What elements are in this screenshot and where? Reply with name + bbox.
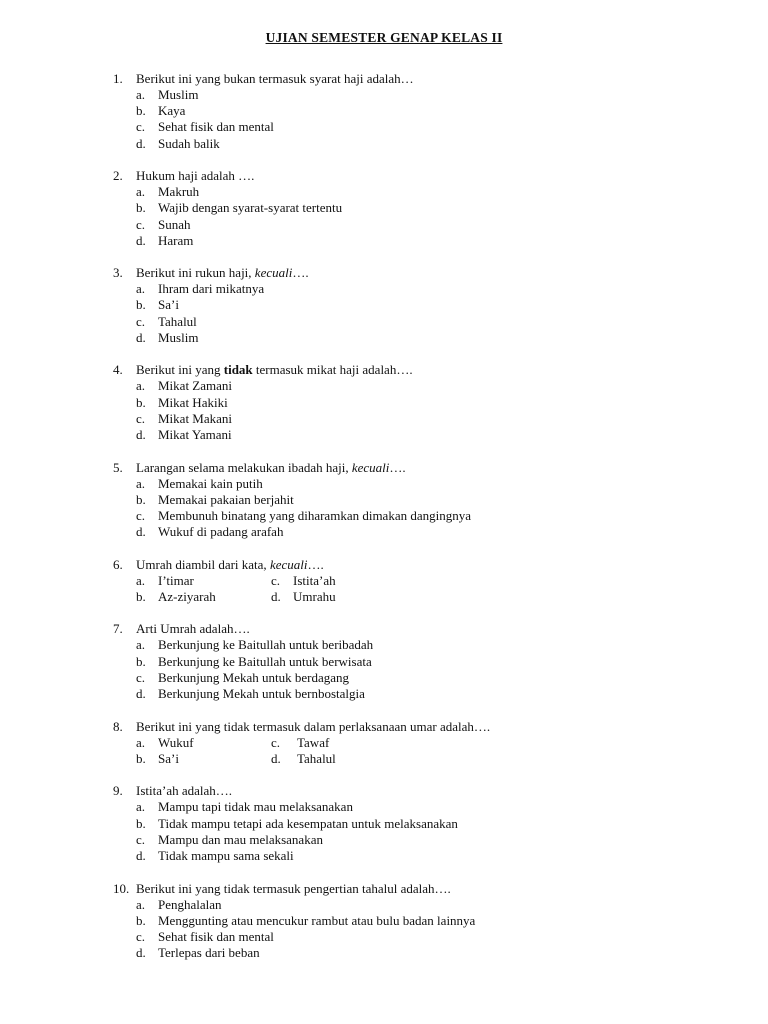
option-a: [136, 378, 733, 394]
option-letter: c.: [136, 831, 146, 847]
option-b: [136, 395, 733, 411]
option-text: Sehat fisik dan mental: [158, 119, 274, 135]
question-text-emphasis: kecuali: [254, 265, 293, 281]
option-text: Muslim: [158, 87, 199, 102]
question-stem: [113, 557, 733, 573]
option-letter: d.: [136, 426, 146, 442]
option-letter: a.: [136, 378, 146, 394]
option-letter: d.: [271, 588, 281, 604]
option-text: Memakai pakaian berjahit: [158, 491, 294, 507]
option-letter: d.: [136, 847, 146, 863]
option-letter: c.: [136, 410, 146, 426]
question-text-main: Arti Umrah adalah….: [136, 621, 250, 637]
question-number: 1.: [113, 71, 123, 86]
option-text: Makruh: [158, 184, 200, 200]
option-letter: c.: [136, 507, 146, 523]
option-d: [136, 136, 733, 152]
option-text: Terlepas dari beban: [158, 945, 260, 961]
option-text: Berkunjung Mekah untuk berdagang: [158, 669, 349, 685]
option-letter: c.: [136, 313, 146, 329]
option-text: Berkunjung ke Baitullah untuk beribadah: [158, 637, 374, 653]
option-text: Tidak mampu sama sekali: [158, 847, 294, 863]
option-text: Tahalul: [158, 313, 197, 329]
option-c: [136, 508, 733, 524]
option-letter: d.: [136, 329, 146, 345]
option-letter: b.: [136, 103, 146, 119]
document-title: UJIAN SEMESTER GENAP KELAS II: [265, 30, 503, 45]
question-number: 2.: [113, 168, 123, 184]
question-number: 9.: [113, 783, 123, 799]
option-letter: d.: [136, 945, 146, 961]
question-3: [113, 265, 733, 346]
options: [136, 637, 733, 702]
option-letter: a.: [136, 799, 146, 815]
question-text-tail: ….: [307, 556, 324, 572]
options: [136, 281, 733, 346]
option-c: [136, 832, 733, 848]
option-b: [136, 492, 733, 508]
options: [136, 87, 733, 152]
question-text: [136, 783, 232, 799]
option-b: [136, 913, 733, 929]
option-letter: c.: [136, 119, 146, 135]
option-a: [136, 897, 733, 913]
option-text: Haram: [158, 232, 194, 248]
option-text: Tawaf: [297, 734, 330, 750]
question-text-tail: termasuk mikat haji adalah….: [252, 362, 413, 378]
question-text-main: Berikut ini yang tidak termasuk dalam perlaksanaan umar adalah….: [136, 718, 491, 734]
option-text: Kaya: [158, 103, 186, 119]
option-letter: a.: [136, 572, 146, 588]
option-d: [136, 524, 733, 540]
option-row: [136, 589, 733, 605]
question-2: [113, 168, 733, 249]
option-text: Mikat Makani: [158, 410, 233, 426]
option-letter: d.: [271, 750, 281, 766]
option-a: [136, 87, 733, 103]
question-text: [136, 460, 406, 476]
option-c: [136, 411, 733, 427]
option-text: Sa’i: [158, 297, 179, 313]
question-5: [113, 460, 733, 541]
option-letter: a.: [136, 734, 146, 750]
option-text: Sa’i: [158, 750, 179, 766]
question-4: [113, 362, 733, 443]
option-text: Sudah balik: [158, 135, 220, 151]
option-d: [136, 945, 733, 961]
question-text: [136, 557, 324, 573]
question-number: 7.: [113, 621, 123, 637]
question-text-emphasis: kecuali: [269, 556, 308, 572]
option-text: Tahalul: [297, 750, 336, 766]
question-stem: [113, 168, 733, 184]
option-letter: b.: [136, 912, 146, 928]
options: [136, 184, 733, 249]
option-a: [136, 184, 733, 200]
option-d: [136, 686, 733, 702]
option-text: Menggunting atau mencukur rambut atau bulu badan lainnya: [158, 912, 476, 928]
option-letter: b.: [136, 297, 146, 313]
option-c: [136, 670, 733, 686]
option-row: [136, 751, 733, 767]
question-stem: [113, 719, 733, 735]
option-letter: b.: [136, 750, 146, 766]
option-row: [136, 573, 733, 589]
option-letter: d.: [136, 135, 146, 151]
option-letter: c.: [271, 734, 281, 750]
option-text: Wukuf: [158, 734, 194, 750]
option-d: [136, 848, 733, 864]
options: [136, 476, 733, 541]
option-text: Wajib dengan syarat-syarat tertentu: [158, 200, 343, 216]
option-letter: a.: [136, 637, 146, 653]
question-text-main: Berikut ini yang: [136, 362, 224, 378]
question-text-main: Larangan selama melakukan ibadah haji,: [136, 459, 352, 475]
option-text: Az-ziyarah: [158, 588, 216, 604]
option-b: [136, 103, 733, 119]
question-number: 5.: [113, 459, 123, 475]
question-number: 8.: [113, 718, 123, 734]
question-text: [136, 168, 254, 184]
option-letter: a.: [136, 281, 146, 297]
question-text-main: Istita’ah adalah….: [136, 783, 233, 799]
question-stem: [113, 71, 733, 87]
option-letter: c.: [136, 216, 146, 232]
option-d: [136, 330, 733, 346]
question-text-tail: ….: [292, 265, 309, 281]
question-stem: [113, 881, 733, 897]
option-a: [136, 476, 733, 492]
option-letter: c.: [271, 572, 281, 588]
option-letter: b.: [136, 491, 146, 507]
options: [136, 378, 733, 443]
option-letter: a.: [136, 896, 146, 912]
option-text: Sehat fisik dan mental: [158, 928, 274, 944]
option-d: [136, 233, 733, 249]
option-b: [136, 654, 733, 670]
option-text: Mampu dan mau melaksanakan: [158, 831, 323, 847]
option-text: Wukuf di padang arafah: [158, 524, 284, 540]
option-text: Penghalalan: [158, 896, 222, 912]
option-b: [136, 297, 733, 313]
option-text: Istita’ah: [293, 572, 336, 588]
question-text-bold: tidak: [223, 362, 253, 378]
option-a: [136, 799, 733, 815]
option-letter: d.: [136, 524, 146, 540]
options: [136, 735, 733, 767]
option-letter: b.: [136, 588, 146, 604]
option-letter: c.: [136, 928, 146, 944]
option-text: Sunah: [158, 216, 191, 232]
option-text: Umrahu: [293, 588, 336, 604]
option-letter: a.: [136, 184, 146, 200]
question-text: [136, 881, 451, 897]
option-a: [136, 281, 733, 297]
option-text: Mikat Zamani: [158, 378, 233, 394]
question-text-main: Hukum haji adalah ….: [136, 168, 255, 184]
question-text-main: Berikut ini yang bukan termasuk syarat haji adalah…: [136, 71, 414, 86]
option-letter: b.: [136, 815, 146, 831]
option-letter: b.: [136, 394, 146, 410]
question-number: 4.: [113, 362, 123, 378]
question-6: [113, 557, 733, 605]
option-text: Mikat Yamani: [158, 426, 232, 442]
question-list: [113, 71, 733, 978]
option-b: [136, 816, 733, 832]
question-stem: [113, 460, 733, 476]
question-text: [136, 621, 250, 637]
option-letter: a.: [136, 87, 146, 102]
question-7: [113, 621, 733, 702]
question-number: 3.: [113, 265, 123, 281]
question-text: [136, 362, 413, 378]
option-text: Berkunjung ke Baitullah untuk berwisata: [158, 653, 372, 669]
question-text: [136, 719, 490, 735]
question-text-main: Berikut ini yang tidak termasuk pengertian tahalul adalah….: [136, 880, 451, 896]
question-text: [136, 71, 414, 87]
question-number: 6.: [113, 556, 123, 572]
option-c: [136, 119, 733, 135]
question-10: [113, 881, 733, 962]
option-letter: a.: [136, 475, 146, 491]
option-text: Muslim: [158, 329, 199, 345]
option-c: [136, 929, 733, 945]
option-letter: c.: [136, 669, 146, 685]
option-c: [136, 217, 733, 233]
option-d: [136, 427, 733, 443]
option-letter: d.: [136, 232, 146, 248]
option-text: Membunuh binatang yang diharamkan dimakan dangingnya: [158, 507, 472, 523]
question-text-tail: ….: [389, 459, 406, 475]
option-text: I’timar: [158, 572, 194, 588]
options: [136, 897, 733, 962]
option-text: Mampu tapi tidak mau melaksanakan: [158, 799, 353, 815]
question-stem: [113, 265, 733, 281]
option-c: [136, 314, 733, 330]
option-text: Memakai kain putih: [158, 475, 263, 491]
question-number: 10.: [113, 880, 130, 896]
question-stem: [113, 783, 733, 799]
question-stem: [113, 362, 733, 378]
question-text-main: Berikut ini rukun haji,: [136, 265, 255, 281]
question-1: [113, 71, 733, 152]
option-a: [136, 637, 733, 653]
options: [136, 573, 733, 605]
question-stem: [113, 621, 733, 637]
question-text: [136, 265, 309, 281]
question-text-main: Umrah diambil dari kata,: [136, 556, 270, 572]
option-text: Berkunjung Mekah untuk bernbostalgia: [158, 686, 365, 702]
option-text: Tidak mampu tetapi ada kesempatan untuk melaksanakan: [158, 815, 458, 831]
options: [136, 799, 733, 864]
question-9: [113, 783, 733, 864]
option-b: [136, 200, 733, 216]
option-letter: b.: [136, 200, 146, 216]
question-8: [113, 719, 733, 767]
option-letter: d.: [136, 686, 146, 702]
option-text: Ihram dari mikatnya: [158, 281, 265, 297]
question-text-emphasis: kecuali: [351, 459, 390, 475]
option-letter: b.: [136, 653, 146, 669]
option-text: Mikat Hakiki: [158, 394, 228, 410]
option-row: [136, 735, 733, 751]
